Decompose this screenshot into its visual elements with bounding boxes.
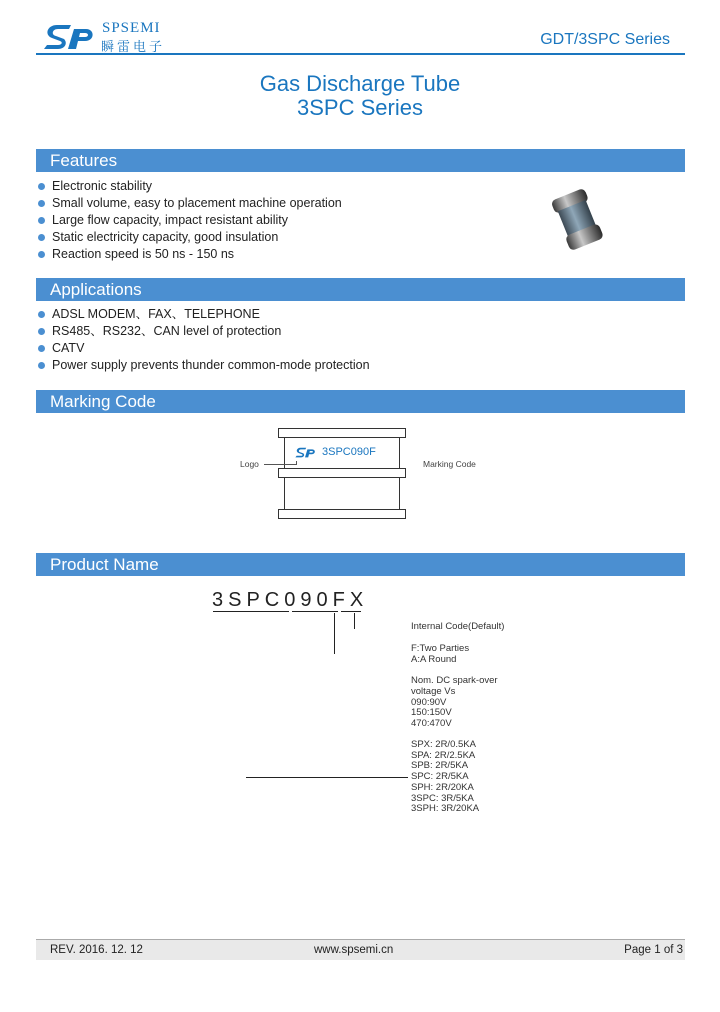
list-item: CATV — [37, 340, 637, 357]
website-link[interactable]: www.spsemi.cn — [314, 944, 394, 956]
voltage-title-1: Nom. DC spark-over — [411, 675, 498, 686]
series-3spc: 3SPC: 3R/5KA — [411, 793, 474, 804]
voltage-090: 090:90V — [411, 697, 447, 708]
voltage-title-2: voltage Vs — [411, 686, 456, 697]
marking-code-heading: Marking Code — [36, 390, 685, 413]
document-title: Gas Discharge Tube — [259, 71, 461, 96]
list-item: Large flow capacity, impact resistant ability — [37, 212, 507, 229]
logo-leader-h — [264, 464, 297, 465]
company-logo — [38, 23, 98, 53]
list-item: Static electricity capacity, good insulation — [37, 229, 507, 246]
bottom-cap — [278, 509, 406, 519]
footer — [36, 939, 685, 960]
part-number: 3SPC090FX — [212, 589, 369, 611]
leader-internal-code — [354, 613, 355, 629]
features-heading: Features — [36, 149, 685, 172]
underline-form — [341, 611, 361, 612]
brand-name-chinese: 瞬雷电子 — [101, 40, 166, 55]
tube-body-lower — [284, 477, 400, 510]
header-divider — [36, 53, 685, 55]
marking-diagram — [240, 428, 490, 520]
list-item: ADSL MODEM、FAX、TELEPHONE — [37, 306, 637, 323]
gas-discharge-tube-photo — [546, 186, 612, 256]
document-subtitle: 3SPC Series — [297, 95, 423, 120]
underline-voltage — [292, 611, 338, 612]
series-3sph: 3SPH: 3R/20KA — [411, 803, 480, 814]
internal-code-label: Internal Code(Default) — [411, 621, 505, 632]
brand-name: SPSEMI — [102, 20, 161, 36]
series-spa: SPA: 2R/2.5KA — [411, 750, 476, 761]
underline-series — [213, 611, 289, 612]
list-item: Power supply prevents thunder common-mode protection — [37, 357, 637, 374]
form-f-label: F:Two Parties — [411, 643, 470, 654]
product-name-heading: Product Name — [36, 553, 685, 576]
leader-series — [246, 777, 408, 778]
voltage-470: 470:470V — [411, 718, 452, 729]
features-list — [37, 178, 507, 263]
series-spb: SPB: 2R/5KA — [411, 760, 469, 771]
leader-form — [334, 613, 335, 654]
voltage-150: 150:150V — [411, 707, 452, 718]
marking-logo-icon — [293, 446, 317, 460]
series-spx: SPX: 2R/0.5KA — [411, 739, 476, 750]
revision-date: REV. 2016. 12. 12 — [50, 944, 143, 956]
list-item: RS485、RS232、CAN level of protection — [37, 323, 637, 340]
list-item: Small volume, easy to placement machine operation — [37, 195, 507, 212]
marking-code-text: 3SPC090F — [322, 446, 376, 458]
page-number: Page 1 of 3 — [624, 944, 683, 956]
list-item: Electronic stability — [37, 178, 507, 195]
series-label: GDT/3SPC Series — [540, 31, 670, 48]
marking-code-label: Marking Code — [423, 459, 476, 469]
series-spc: SPC: 2R/5KA — [411, 771, 469, 782]
list-item: Reaction speed is 50 ns - 150 ns — [37, 246, 507, 263]
logo-label: Logo — [240, 459, 259, 469]
applications-list — [37, 306, 637, 374]
form-a-label: A:A Round — [411, 654, 457, 665]
applications-heading: Applications — [36, 278, 685, 301]
series-sph: SPH: 2R/20KA — [411, 782, 474, 793]
